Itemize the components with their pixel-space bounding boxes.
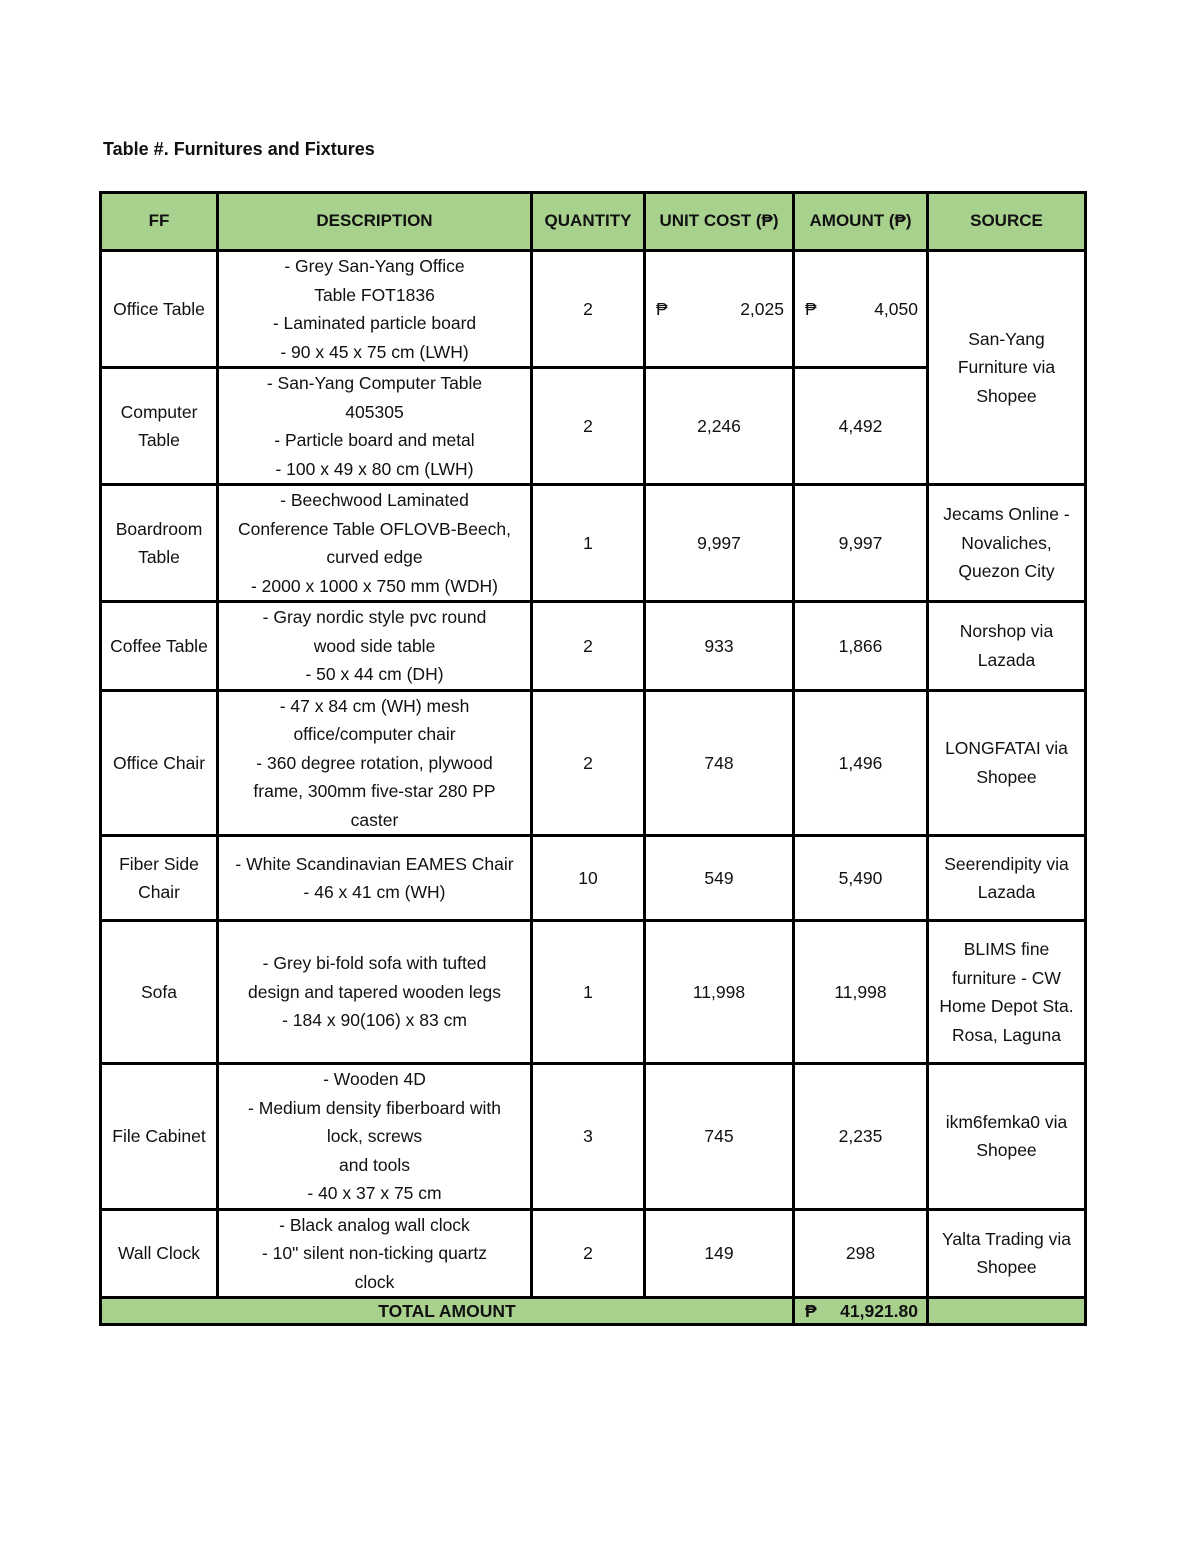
description-line: and tools [338,1154,411,1175]
header-amount: AMOUNT (₱) [794,193,928,251]
header-row [101,193,1086,251]
ff-cell: Office Chair [101,690,218,836]
amount-cell: 1,866 [794,602,928,691]
unit-cost-cell: 9,997 [645,485,794,602]
description-line: Conference Table OFLOVB-Beech, [237,518,512,539]
description-cell [218,921,532,1064]
description-cell [218,836,532,921]
quantity-cell: 2 [532,251,645,368]
description-line: - 360 degree rotation, plywood [256,752,493,773]
quantity-cell: 1 [532,921,645,1064]
amount-cell [794,251,928,368]
description-line: - Medium density fiberboard with [248,1097,501,1118]
description-line: caster [350,809,399,830]
unit-cost-cell: 2,246 [645,368,794,485]
unit-cost-cell: 11,998 [645,921,794,1064]
source-cell: Yalta Trading via Shopee [928,1209,1086,1298]
quantity-cell: 1 [532,485,645,602]
description-line: - 47 x 84 cm (WH) mesh [279,695,470,716]
quantity-cell: 2 [532,1209,645,1298]
table-row [101,690,1086,836]
ff-cell: Boardroom Table [101,485,218,602]
description-line: office/computer chair [293,724,456,744]
source-cell: Seerendipity via Lazada [928,836,1086,921]
description-line: - 100 x 49 x 80 cm (LWH) [275,458,474,479]
amount-cell: 4,492 [794,368,928,485]
table-caption: Table #. Furnitures and Fixtures [103,139,375,159]
description-line: - White Scandinavian EAMES Chair [235,853,514,874]
description-cell [218,251,532,368]
total-amount-cell [794,1298,928,1325]
description-line: - Wooden 4D [323,1069,426,1089]
description-line: - San-Yang Computer Table [266,373,483,393]
quantity-cell: 2 [532,602,645,691]
source-cell: Jecams Online - Novaliches, Quezon City [928,485,1086,602]
description-line: - Particle board and metal [274,430,475,450]
description-line: wood side table [313,635,436,656]
ff-cell: Coffee Table [101,602,218,691]
source-cell: ikm6femka0 via Shopee [928,1064,1086,1210]
description-line: - Gray nordic style pvc round [262,607,487,627]
description-line: - 50 x 44 cm (DH) [305,664,444,684]
description-line: - 40 x 37 x 75 cm [307,1183,442,1203]
description-cell [218,368,532,485]
description-line: - 10" silent non-ticking quartz [261,1243,488,1263]
description-line: - Beechwood Laminated [280,490,469,510]
description-line: - 90 x 45 x 75 cm (LWH) [280,341,469,362]
unit-cost-cell: 933 [645,602,794,691]
currency-symbol: ₱ [805,1301,817,1321]
description-cell [218,690,532,836]
unit-cost-cell: 149 [645,1209,794,1298]
description-line: 405305 [345,401,404,422]
description-line: design and tapered wooden legs [248,981,501,1002]
amount-cell: 9,997 [794,485,928,602]
amount-value: 4,050 [874,298,918,319]
total-amount-value: 41,921.80 [840,1301,918,1321]
unit-cost-cell [645,251,794,368]
source-cell: BLIMS fine furniture - CW Home Depot Sta. Rosa, Laguna [928,921,1086,1064]
total-label: TOTAL AMOUNT [101,1298,794,1325]
unit-cost-cell: 748 [645,690,794,836]
description-line: - Grey San-Yang Office [284,256,465,276]
description-line: Table FOT1836 [314,284,435,305]
total-empty-cell [928,1298,1086,1325]
quantity-cell: 2 [532,690,645,836]
ff-cell: Office Table [101,251,218,368]
table-row [101,602,1086,691]
description-line: - Laminated particle board [272,313,477,333]
amount-cell: 11,998 [794,921,928,1064]
unit-cost-value: 2,025 [740,298,784,319]
description-cell [218,1209,532,1298]
table-row [101,485,1086,602]
table-row [101,251,1086,368]
amount-cell: 1,496 [794,690,928,836]
source-cell: San-Yang Furniture via Shopee [928,251,1086,485]
ff-cell: Sofa [101,921,218,1064]
quantity-cell: 3 [532,1064,645,1210]
source-cell: LONGFATAI via Shopee [928,690,1086,836]
description-cell [218,485,532,602]
quantity-cell: 10 [532,836,645,921]
description-cell [218,1064,532,1210]
description-cell [218,602,532,691]
header-quantity: QUANTITY [532,193,645,251]
ff-cell: File Cabinet [101,1064,218,1210]
header-unit-cost: UNIT COST (₱) [645,193,794,251]
description-line: - Black analog wall clock [279,1214,470,1235]
header-ff: FF [101,193,218,251]
description-line: curved edge [326,547,423,567]
quantity-cell: 2 [532,368,645,485]
description-line: - 2000 x 1000 x 750 mm (WDH) [250,575,499,596]
table-row [101,921,1086,1064]
description-line: - 46 x 41 cm (WH) [303,882,446,902]
amount-cell: 2,235 [794,1064,928,1210]
header-description: DESCRIPTION [218,193,532,251]
description-line: clock [354,1271,395,1292]
currency-symbol: ₱ [656,298,668,319]
unit-cost-cell: 549 [645,836,794,921]
ff-cell: Fiber Side Chair [101,836,218,921]
source-cell: Norshop via Lazada [928,602,1086,691]
amount-cell: 298 [794,1209,928,1298]
amount-cell: 5,490 [794,836,928,921]
total-row [101,1298,1086,1325]
unit-cost-cell: 745 [645,1064,794,1210]
currency-symbol: ₱ [805,298,817,319]
description-line: frame, 300mm five-star 280 PP [253,781,496,801]
description-line: - 184 x 90(106) x 83 cm [282,1010,467,1031]
ff-cell: Computer Table [101,368,218,485]
table-row [101,1064,1086,1210]
description-line: lock, screws [326,1126,423,1146]
ff-cell: Wall Clock [101,1209,218,1298]
furnitures-table [99,191,1087,1326]
header-source: SOURCE [928,193,1086,251]
table-row [101,1209,1086,1298]
table-row [101,836,1086,921]
description-line: - Grey bi-fold sofa with tufted [262,953,487,974]
